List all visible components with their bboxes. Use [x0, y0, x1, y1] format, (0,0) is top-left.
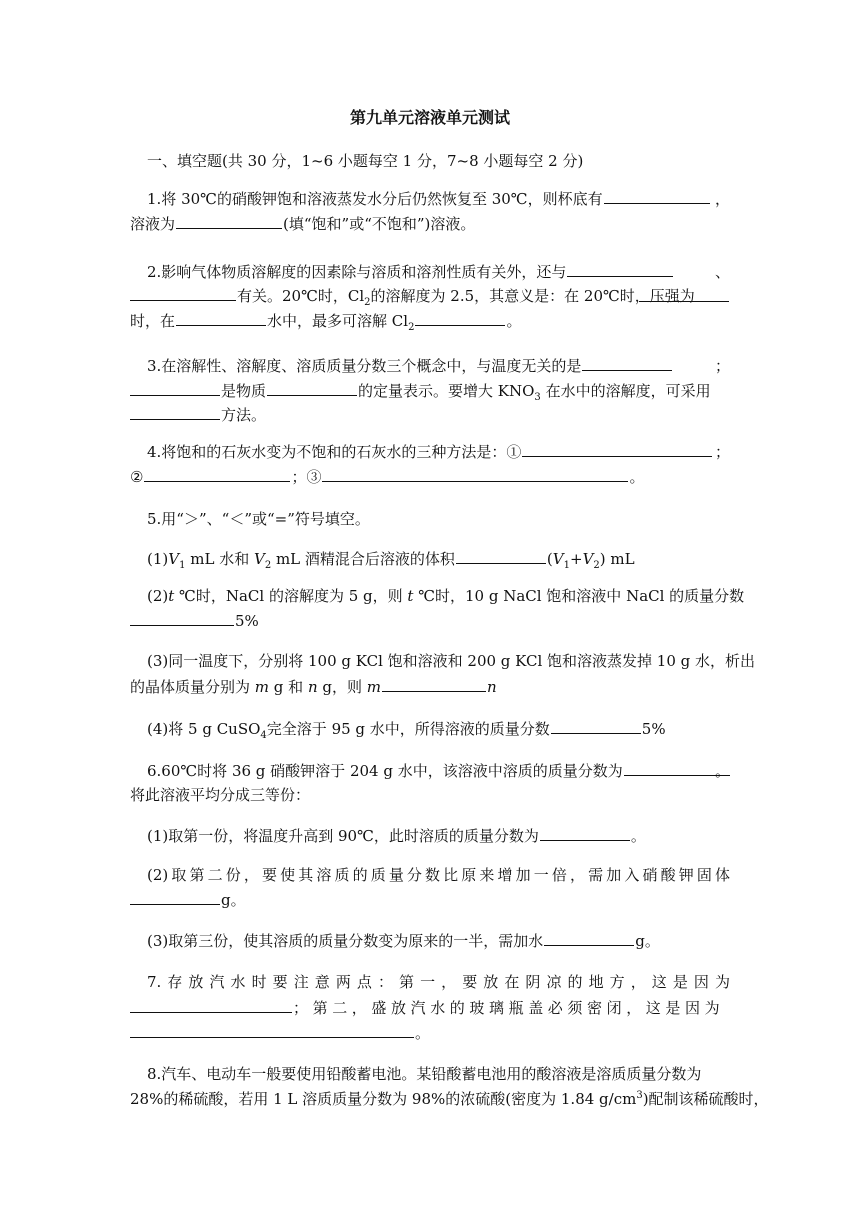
answer-blank[interactable]: [382, 676, 486, 692]
answer-blank[interactable]: [540, 825, 630, 841]
q8-line1: 8.汽车、电动车一般要使用铅酸蓄电池。某铅酸蓄电池用的酸溶液是溶质质量分数为: [147, 1065, 702, 1083]
answer-blank[interactable]: [415, 310, 505, 326]
answer-blank[interactable]: [582, 355, 672, 371]
q8-line2: 28%的稀硫酸，若用 1 L 溶质质量分数为 98%的浓硫酸(密度为 1.84 $g/cm^3$)配制该稀硫酸时，: [130, 1090, 769, 1108]
q6-line1: 6.60℃时将 36 g 硝酸钾溶于 204 g 水中，该溶液中溶质的质量分数为 。: [147, 762, 730, 780]
q2-line3: 时，在 水中，最多可溶解 $Cl_2$ 。: [130, 312, 522, 333]
answer-blank[interactable]: [456, 548, 546, 564]
answer-blank[interactable]: [176, 310, 266, 326]
q5-part3-line1: (3)同一温度下，分别将 100 g KCl 饱和溶液和 200 g KCl 饱和溶液蒸发掉 10 g 水，析出: [147, 652, 756, 670]
answer-blank[interactable]: [176, 213, 282, 229]
answer-blank[interactable]: [130, 285, 236, 301]
answer-blank[interactable]: [144, 466, 290, 482]
answer-blank[interactable]: [544, 930, 634, 946]
q5-part1: $(1)V_1$ mL 水和 $V_2$ mL 酒精混合后溶液的体积 $(V_1+V_2)$ mL: [147, 550, 635, 571]
answer-blank[interactable]: [551, 718, 641, 734]
q3-line1: 3.在溶解性、溶解度、溶质质量分数三个概念中，与温度无关的是 ；: [147, 357, 730, 375]
q1-line2: 溶液为 (填“饱和”或“不饱和”)溶液。: [130, 215, 476, 233]
q5-part4: (4)将 5 g CuSO$_4$完全溶于 95 g 水中，所得溶液的质量分数 5%: [147, 720, 666, 741]
answer-blank[interactable]: [522, 441, 712, 457]
q3-line3: 方法。: [130, 404, 730, 426]
answer-blank[interactable]: [130, 1022, 414, 1038]
q6-part3: (3)取第三份，使其溶质的质量分数变为原来的一半，需加水 g。: [147, 932, 660, 950]
q5-part2-line1: (2)t ℃时，NaCl 的溶解度为 5 g，则 t ℃时，10 g NaCl 饱和溶液中 NaCl 的质量分数: [147, 587, 745, 605]
q2-line2: 有关。20℃时，$Cl_2$的溶解度为 2.5，其意义是：在 20℃时，压强为: [130, 285, 730, 307]
q4-line1: 4.将饱和的石灰水变为不饱和的石灰水的三种方法是：① ；: [147, 443, 730, 461]
q1-line1: 1.将 30℃的硝酸钾饱和溶液蒸发水分后仍然恢复至 30℃，则杯底有 ，: [147, 190, 730, 208]
q7-line1: 7.存放汽水时要注意两点：第一，要放在阴凉的地方，这是因为: [147, 973, 730, 991]
answer-blank[interactable]: [130, 610, 234, 626]
q4-line2: ② ；③ 。: [130, 468, 645, 486]
q7-line3: 。: [130, 1022, 730, 1044]
answer-blank[interactable]: [624, 760, 730, 776]
q6-part2-line1: (2)取第二份，要使其溶质的质量分数比原来增加一倍，需加入硝酸钾固体: [147, 866, 730, 884]
q6-line2: 将此溶液平均分成三等份：: [130, 786, 311, 804]
answer-blank[interactable]: [130, 997, 292, 1013]
answer-blank[interactable]: [322, 466, 628, 482]
answer-blank[interactable]: [130, 380, 220, 396]
answer-blank[interactable]: [130, 404, 220, 420]
answer-blank[interactable]: [130, 889, 220, 905]
q5-intro: 5.用“＞”、“＜”或“=”符号填空。: [147, 510, 370, 528]
answer-blank[interactable]: [604, 188, 710, 204]
answer-blank[interactable]: [267, 380, 357, 396]
q6-part1: (1)取第一份，将温度升高到 90℃，此时溶质的质量分数为 。: [147, 827, 646, 845]
q2-line1: 2.影响气体物质溶解度的因素除与溶质和溶剂性质有关外，还与 、: [147, 263, 730, 281]
q7-line2: ；第二，盛放汽水的玻璃瓶盖必须密闭，这是因为: [130, 997, 730, 1019]
q5-part3-line2: 的晶体质量分别为 m g 和 n g，则 m n: [130, 678, 497, 696]
q3-line2: 是物质 的定量表示。要增大 $KNO_3$ 在水中的溶解度，可采用: [130, 380, 730, 402]
document-title: 第九单元溶液单元测试: [349, 108, 510, 127]
q5-part2-line2: 5%: [130, 610, 730, 632]
section-heading: 一、填空题(共 30 分，1~6 小题每空 1 分，7~8 小题每空 2 分): [147, 152, 584, 170]
q6-part2-line2: g。: [130, 889, 730, 911]
answer-blank[interactable]: [639, 286, 729, 302]
answer-blank[interactable]: [567, 261, 673, 277]
